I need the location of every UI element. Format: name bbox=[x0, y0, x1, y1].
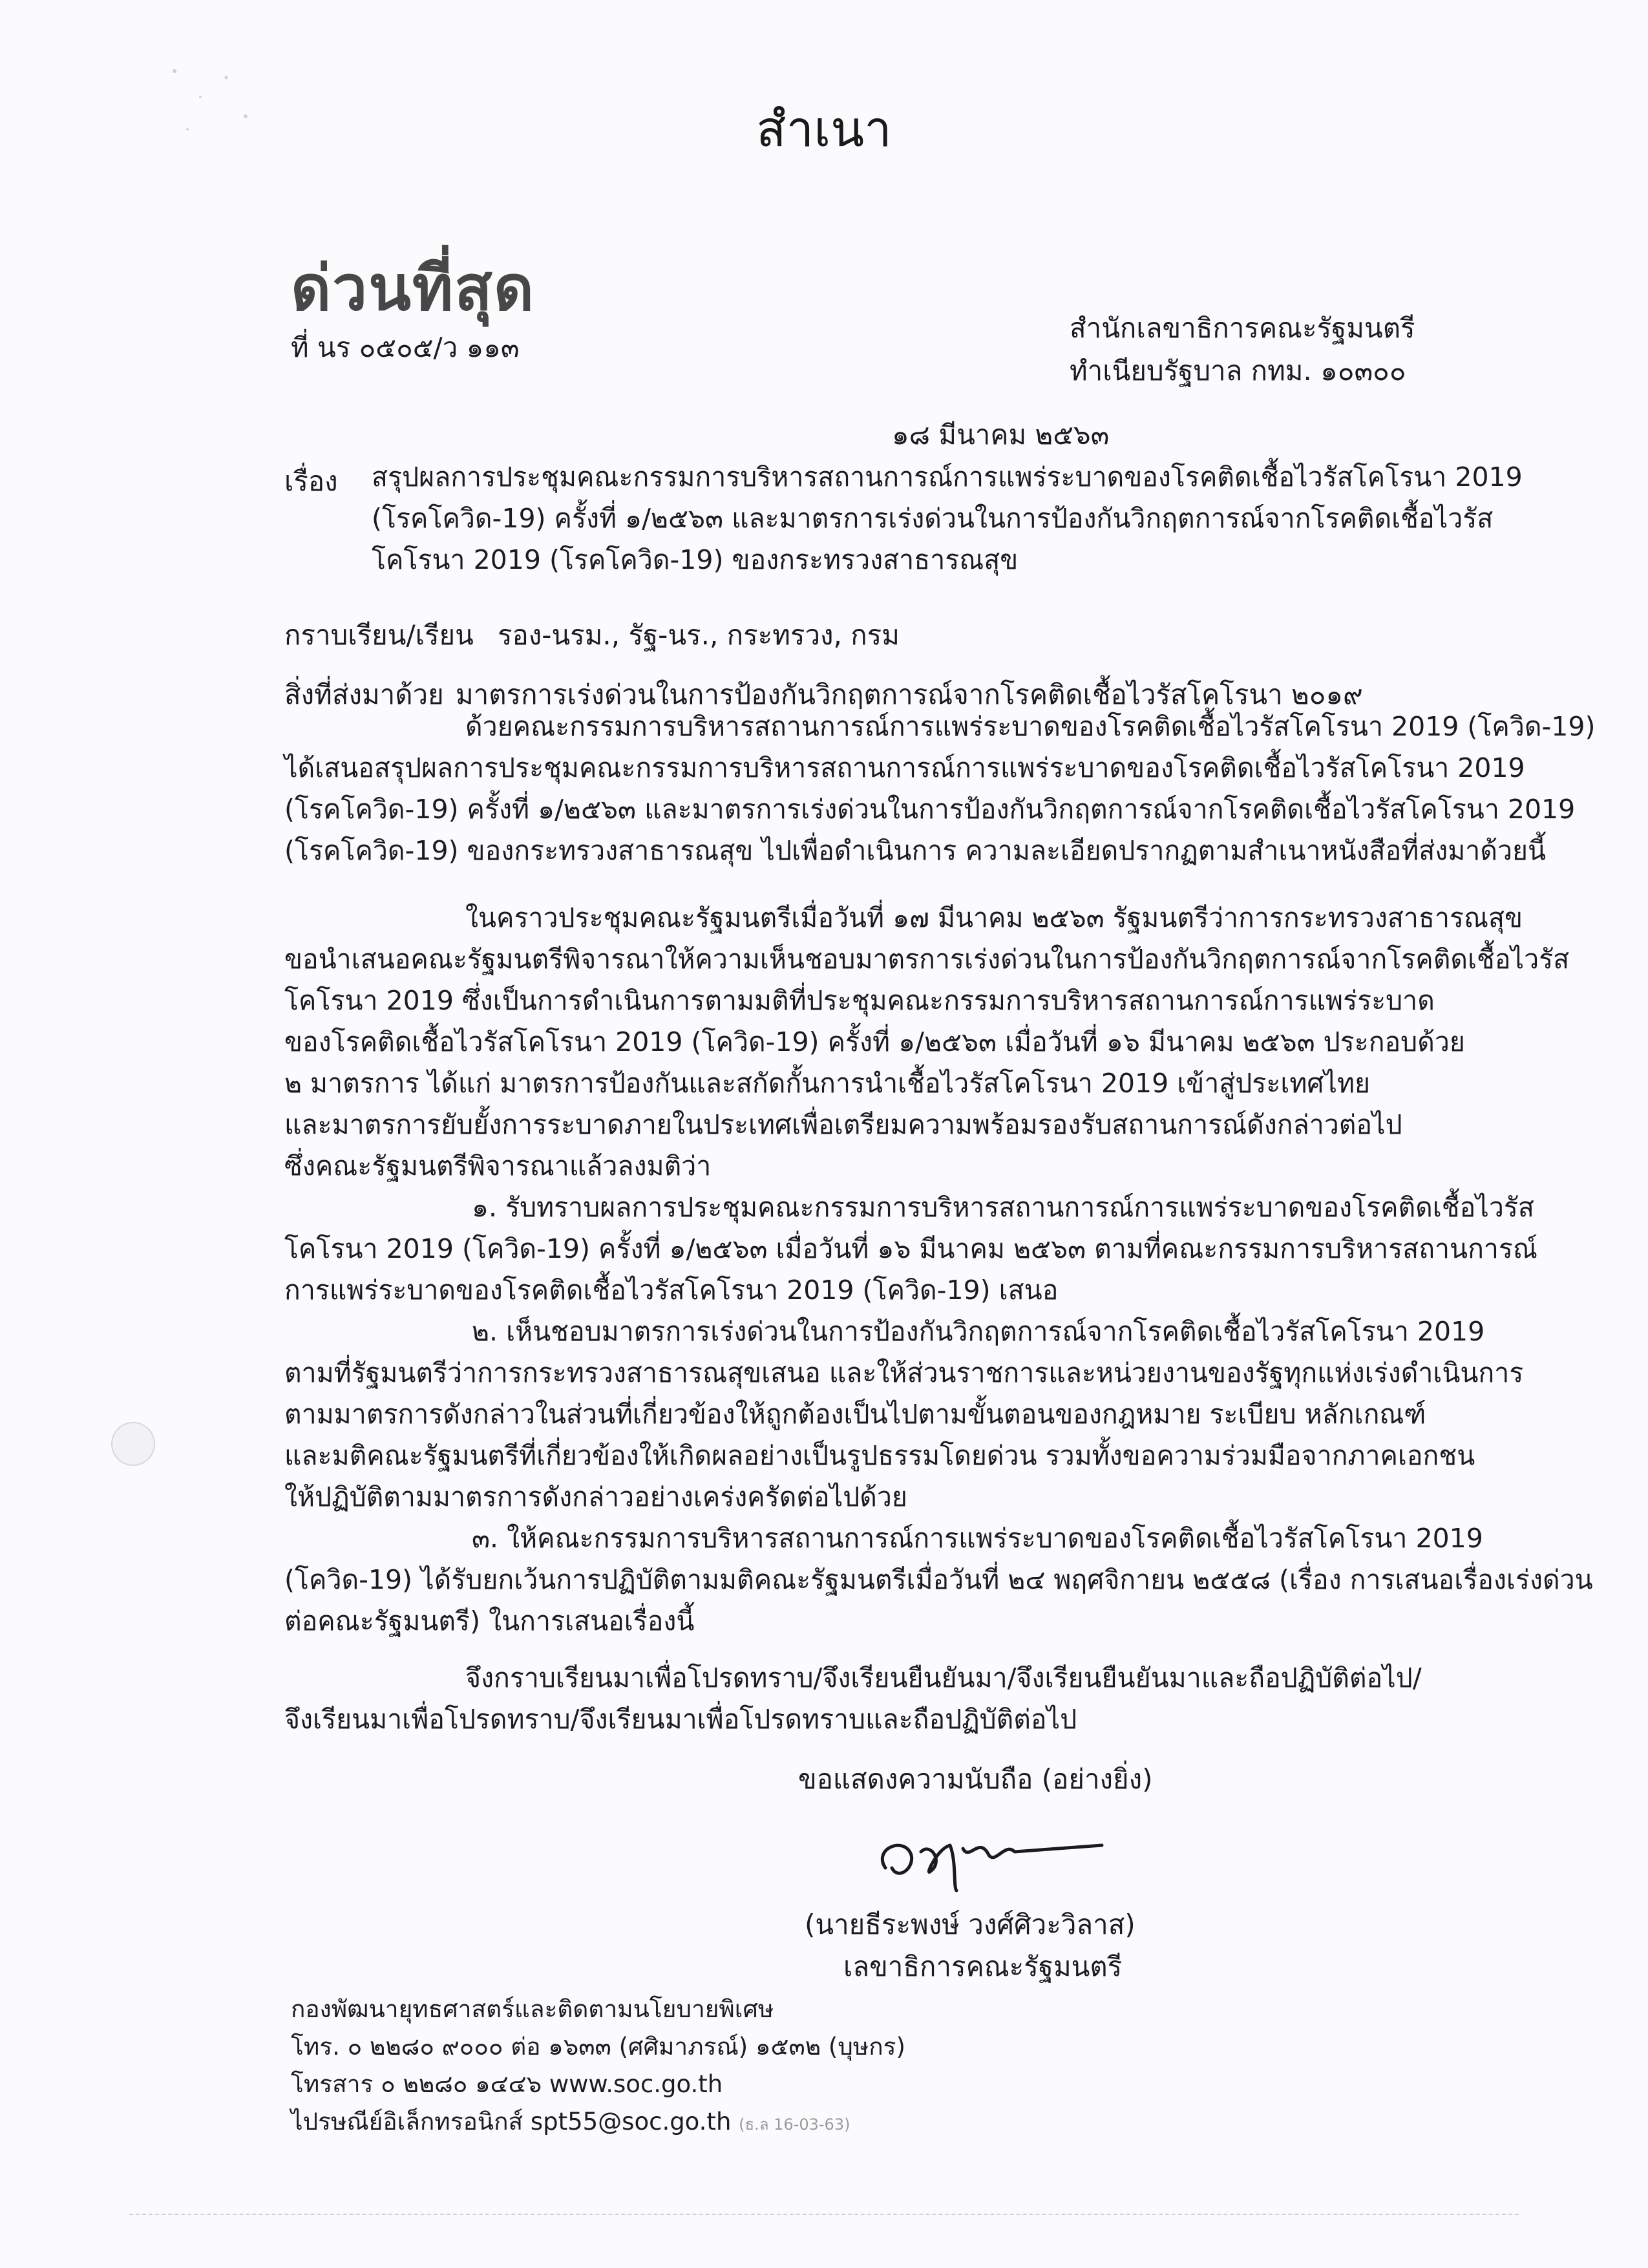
paragraph-line: ๑. รับทราบผลการประชุมคณะกรรมการบริหารสถานการณ์การแพร่ระบาดของโรคติดเชื้อไวรัส bbox=[472, 1192, 1534, 1223]
paragraph-1 bbox=[284, 706, 1596, 871]
subject-line: โคโรนา 2019 (โรคโควิด-19) ของกระทรวงสาธารณสุข bbox=[372, 544, 1019, 575]
subject-line: (โรคโควิด-19) ครั้งที่ ๑/๒๕๖๓ และมาตรการเร่งด่วนในการป้องกันวิกฤตการณ์จากโรคติดเชื้อไวรัส bbox=[372, 503, 1494, 534]
footer-email: ไปรษณีย์อิเล็กทรอนิกส์ spt55@soc.go.th bbox=[291, 2108, 732, 2136]
paragraph-line: ตามมาตรการดังกล่าวในส่วนที่เกี่ยวข้องให้ถูกต้องเป็นไปตามขั้นตอนของกฎหมาย ระเบียบ หลักเกณฑ์ bbox=[284, 1399, 1426, 1430]
resolution-item-1 bbox=[284, 1187, 1537, 1311]
paragraph-2 bbox=[284, 897, 1570, 1187]
document-date: ๑๘ มีนาคม ๒๕๖๓ bbox=[892, 419, 1110, 450]
enclosure-value: มาตรการเร่งด่วนในการป้องกันวิกฤตการณ์จากโรคติดเชื้อไวรัสโคโรนา ๒๐๑๙ bbox=[456, 679, 1363, 710]
paragraph-line: และมติคณะรัฐมนตรีที่เกี่ยวข้องให้เกิดผลอย่างเป็นรูปธรรมโดยด่วน รวมทั้งขอความร่วมมือจากภาคเอกชน bbox=[284, 1440, 1475, 1471]
subject-label: เรื่อง bbox=[284, 465, 338, 497]
paragraph-line: ๒ มาตรการ ได้แก่ มาตรการป้องกันและสกัดกั้นการนำเชื้อไวรัสโคโรนา 2019 เข้าสู่ประเทศไทย bbox=[284, 1068, 1371, 1099]
closing-salutation: ขอแสดงความนับถือ (อย่างยิ่ง) bbox=[798, 1763, 1153, 1795]
closing-request bbox=[284, 1657, 1454, 1740]
paragraph-line: ๒. เห็นชอบมาตรการเร่งด่วนในการป้องกันวิกฤตการณ์จากโรคติดเชื้อไวรัสโคโรนา 2019 bbox=[472, 1316, 1485, 1347]
paragraph-line: ขอนำเสนอคณะรัฐมนตรีพิจารณาให้ความเห็นชอบมาตรการเร่งด่วนในการป้องกันวิกฤตการณ์จากโรคติดเชื้อไวรัส bbox=[284, 944, 1570, 975]
recipient-value: รอง-นรม., รัฐ-นร., กระทรวง, กรม bbox=[498, 619, 900, 651]
paragraph-line: โคโรนา 2019 ซึ่งเป็นการดำเนินการตามมติที่ประชุมคณะกรรมการบริหารสถานการณ์การแพร่ระบาด bbox=[284, 985, 1435, 1016]
paragraph-line: ของโรคติดเชื้อไวรัสโคโรนา 2019 (โควิด-19) ครั้งที่ ๑/๒๕๖๓ เมื่อวันที่ ๑๖ มีนาคม ๒๕๖๓ ประกอบด้วย bbox=[284, 1026, 1465, 1057]
paragraph-line: ด้วยคณะกรรมการบริหารสถานการณ์การแพร่ระบาดของโรคติดเชื้อไวรัสโคโรนา 2019 (โควิด-19) bbox=[465, 711, 1596, 742]
signature-mark bbox=[860, 1823, 1105, 1896]
footer-fax: โทรสาร ๐ ๒๒๘๐ ๑๔๔๖ www.soc.go.th bbox=[291, 2070, 723, 2098]
footer-division: กองพัฒนายุทธศาสตร์และติดตามนโยบายพิเศษ bbox=[291, 1995, 774, 2023]
footer-phone: โทร. ๐ ๒๒๘๐ ๙๐๐๐ ต่อ ๑๖๓๓ (ศศิมาภรณ์) ๑๕๓๒ (บุษกร) bbox=[291, 2033, 905, 2061]
subject-line: สรุปผลการประชุมคณะกรรมการบริหารสถานการณ์การแพร่ระบาดของโรคติดเชื้อไวรัสโคโรนา 2019 bbox=[372, 461, 1523, 493]
paragraph-line: (โควิด-19) ได้รับยกเว้นการปฏิบัติตามมติคณะรัฐมนตรีเมื่อวันที่ ๒๔ พฤศจิกายน ๒๕๕๘ (เรื่อง การเสนอเรื่องเร่งด่วน bbox=[284, 1564, 1593, 1595]
recipient-label: กราบเรียน/เรียน bbox=[284, 619, 474, 651]
reference-number: ที่ นร ๐๕๐๕/ว ๑๑๓ bbox=[291, 332, 520, 363]
urgency-stamp: ด่วนที่สุด bbox=[291, 252, 536, 324]
paragraph-line: ในคราวประชุมคณะรัฐมนตรีเมื่อวันที่ ๑๗ มีนาคม ๒๕๖๓ รัฐมนตรีว่าการกระทรวงสาธารณสุข bbox=[465, 902, 1523, 933]
sender-line-1: สำนักเลขาธิการคณะรัฐมนตรี bbox=[1070, 312, 1415, 344]
enclosure-label: สิ่งที่ส่งมาด้วย bbox=[284, 679, 444, 710]
paragraph-line: จึงกราบเรียนมาเพื่อโปรดทราบ/จึงเรียนยืนยันมา/จึงเรียนยืนยันมาและถือปฏิบัติต่อไป/ bbox=[465, 1662, 1422, 1693]
paragraph-line: การแพร่ระบาดของโรคติดเชื้อไวรัสโคโรนา 2019 (โควิด-19) เสนอ bbox=[284, 1275, 1059, 1306]
paragraph-line: โคโรนา 2019 (โควิด-19) ครั้งที่ ๑/๒๕๖๓ เมื่อวันที่ ๑๖ มีนาคม ๒๕๖๓ ตามที่คณะกรรมการบริหารสถานการณ์ bbox=[284, 1233, 1537, 1264]
paragraph-line: ให้ปฏิบัติตามมาตรการดังกล่าวอย่างเคร่งครัดต่อไปด้วย bbox=[284, 1481, 907, 1512]
sender-address bbox=[1070, 307, 1415, 392]
paragraph-line: (โรคโควิด-19) ครั้งที่ ๑/๒๕๖๓ และมาตรการเร่งด่วนในการป้องกันวิกฤตการณ์จากโรคติดเชื้อไวรัสโคโรนา 2019 bbox=[284, 794, 1576, 825]
signatory-title: เลขาธิการคณะรัฐมนตรี bbox=[843, 1951, 1123, 1982]
paragraph-line: จึงเรียนมาเพื่อโปรดทราบ/จึงเรียนมาเพื่อโปรดทราบและถือปฏิบัติต่อไป bbox=[284, 1704, 1077, 1735]
paragraph-line: และมาตรการยับยั้งการระบาดภายในประเทศเพื่อเตรียมความพร้อมรองรับสถานการณ์ดังกล่าวต่อไป bbox=[284, 1109, 1402, 1140]
paragraph-line: ต่อคณะรัฐมนตรี) ในการเสนอเรื่องนี้ bbox=[284, 1606, 695, 1637]
paragraph-line: ซึ่งคณะรัฐมนตรีพิจารณาแล้วลงมติว่า bbox=[284, 1150, 712, 1182]
subject-text bbox=[372, 456, 1523, 580]
footer-typist-stamp: (ธ.ล 16-03-63) bbox=[739, 2115, 850, 2134]
signatory-name: (นายธีระพงษ์ วงศ์ศิวะวิลาส) bbox=[805, 1909, 1136, 1940]
contact-footer bbox=[291, 1991, 905, 2143]
resolution-item-3 bbox=[284, 1518, 1593, 1642]
resolution-item-2 bbox=[284, 1311, 1524, 1518]
paragraph-line: ตามที่รัฐมนตรีว่าการกระทรวงสาธารณสุขเสนอ และให้ส่วนราชการและหน่วยงานของรัฐทุกแห่งเร่งดำเนินการ bbox=[284, 1357, 1524, 1388]
page-edge-line bbox=[129, 2214, 1519, 2215]
paragraph-line: ๓. ให้คณะกรรมการบริหารสถานการณ์การแพร่ระบาดของโรคติดเชื้อไวรัสโคโรนา 2019 bbox=[472, 1523, 1483, 1554]
paragraph-line: (โรคโควิด-19) ของกระทรวงสาธารณสุข ไปเพื่อดำเนินการ ความละเอียดปรากฏตามสำเนาหนังสือที่ส่งมาด้วยนี้ bbox=[284, 835, 1547, 866]
copy-label: สำเนา bbox=[756, 100, 892, 158]
paragraph-line: ได้เสนอสรุปผลการประชุมคณะกรรมการบริหารสถานการณ์การแพร่ระบาดของโรคติดเชื้อไวรัสโคโรนา 2019 bbox=[284, 752, 1525, 783]
punch-hole-mark bbox=[111, 1422, 155, 1466]
footer-email-line bbox=[291, 2103, 905, 2143]
sender-line-2: ทำเนียบรัฐบาล กทม. ๑๐๓๐๐ bbox=[1070, 355, 1406, 387]
